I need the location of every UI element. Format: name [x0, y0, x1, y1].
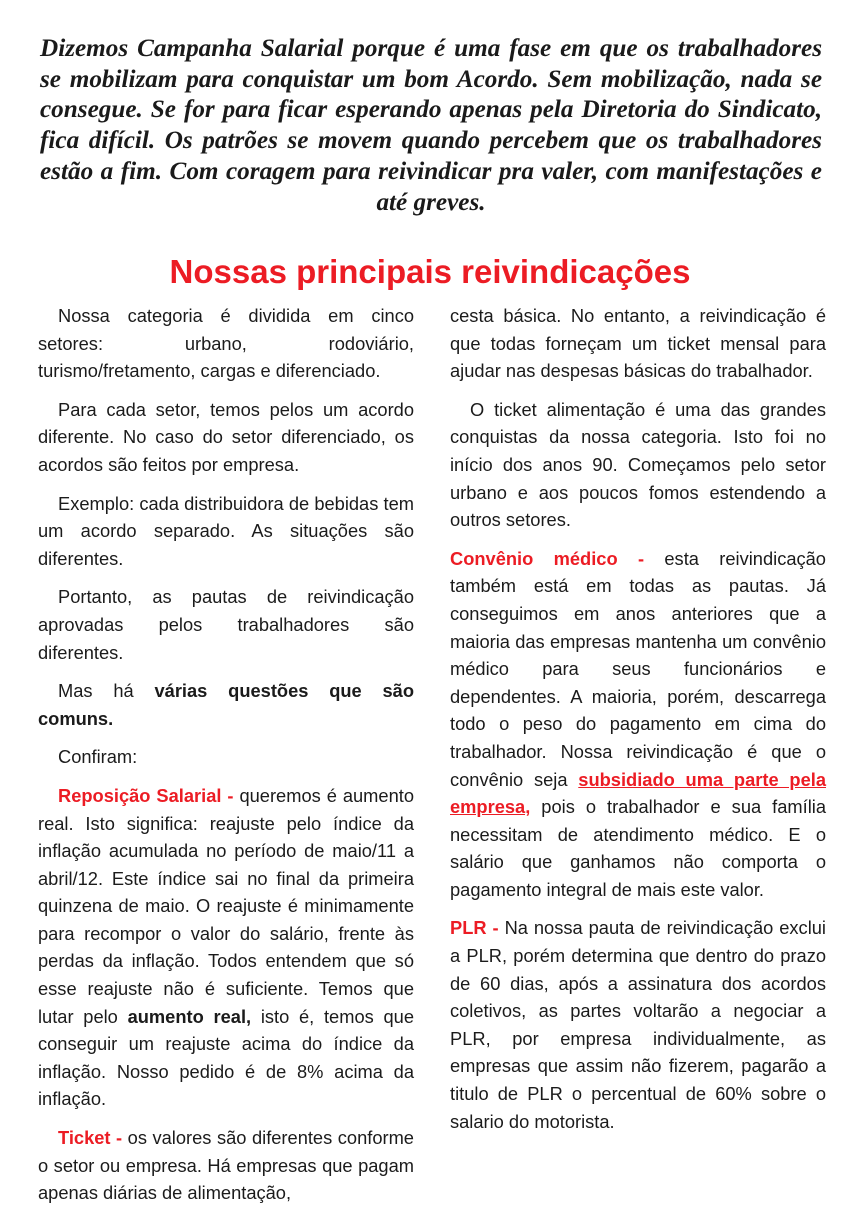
- setor-paragraph: Para cada setor, temos pelos um acordo diferente. No caso do setor diferenciado, os acordos são feitos por empresa.: [38, 398, 414, 475]
- confiram-paragraph: Confiram:: [58, 746, 138, 768]
- questoes-paragraph: [38, 677, 414, 732]
- categoria-paragraph: Nossa categoria é dividida em cinco setores: urbano, rodoviário, turismo/fretamento, cargas e diferenciado.: [38, 305, 414, 382]
- ticket-alimentacao-paragraph: O ticket alimentação é uma das grandes conquistas da nossa categoria. Isto foi no início dos anos 90. Começamos pelo setor urbano e aos poucos fomos estendendo a outros setores.: [450, 398, 826, 531]
- aumento-real-bold: aumento real,: [127, 1005, 252, 1027]
- left-column: [38, 302, 414, 1218]
- right-column: [450, 302, 826, 1146]
- intro-text: Dizemos Campanha Salarial porque é uma fase em que os trabalhadores se mobilizam para conquistar um bom Acordo. Sem mobilização, nada se consegue. Se for para ficar esperando apenas pela Diretoria do Sindicato, fica difícil. Os patrões se movem quando percebem que os trabalhadores estão a fim. Com coragem para reivindicar pra valer, com manifestações e até greves.: [40, 35, 822, 216]
- plr-paragraph: [450, 914, 826, 1135]
- questoes-bold: várias questões que são comuns.: [38, 680, 415, 729]
- section-title: Nossas principais reivindicações: [169, 253, 691, 290]
- convenio-paragraph: [450, 545, 826, 904]
- reposicao-text-c: isto é, temos que conseguir um reajuste acima do índice da inflação. Nosso pedido é de 8% acima da inflação.: [38, 1005, 414, 1110]
- questoes-text: Mas há: [58, 680, 155, 702]
- reposicao-text-a: queremos é aumento real. Isto significa: reajuste pelo índice da inflação acumulada no período de maio/11 a abril/12. Este índice sai no final da primeira quinzena de maio. O reajuste é minimamente para recompor o valor do salário, frente às perdas da inflação. Todos entendem que só esse reajuste não é suficiente. Temos que lutar pelo: [38, 784, 414, 1027]
- intro-paragraph: [40, 34, 822, 218]
- plr-label: PLR -: [450, 917, 505, 939]
- plr-text: Na nossa pauta de reivindicação exclui a PLR, porém determina que dentro do prazo de 60 dias, após a assinatura dos acordos coletivos, as partes voltarão a negociar a PLR, por empresa individualmente, as empresas que assim não fizerem, pagarão a titulo de PLR o percentual de 60% sobre o salario do motorista.: [450, 917, 826, 1132]
- reposicao-paragraph: [38, 782, 414, 1113]
- subsidiado-highlight: subsidiado uma parte pela empresa,: [450, 768, 826, 818]
- convenio-label: Convênio médico -: [450, 547, 665, 569]
- ticket-paragraph: [38, 1124, 414, 1207]
- pautas-paragraph: Portanto, as pautas de reivindicação aprovadas pelos trabalhadores são diferentes.: [38, 586, 414, 663]
- reposicao-label: Reposição Salarial -: [58, 784, 240, 806]
- ticket-label: Ticket -: [58, 1127, 128, 1149]
- convenio-text-a: esta reivindicação também está em todas as pautas. Já conseguimos em anos anteriores que a maioria das empresas mantenha um convênio médico para seus funcionários e dependentes. A maioria, porém, descarrega todo o peso do pagamento em cima do trabalhador. Nossa reivindicação é que o convênio seja: [450, 547, 826, 790]
- ticket-text: os valores são diferentes conforme o setor ou empresa. Há empresas que pagam apenas diárias de alimentação,: [38, 1127, 414, 1204]
- cesta-paragraph: cesta básica. No entanto, a reivindicação é que todas forneçam um ticket mensal para ajudar nas despesas básicas do trabalhador.: [450, 305, 826, 382]
- convenio-text-c: pois o trabalhador e sua família necessitam de atendimento médico. E o salário que ganhamos não comporta o pagamento integral de mais este valor.: [450, 796, 826, 900]
- exemplo-paragraph: Exemplo: cada distribuidora de bebidas tem um acordo separado. As situações são diferentes.: [38, 492, 414, 569]
